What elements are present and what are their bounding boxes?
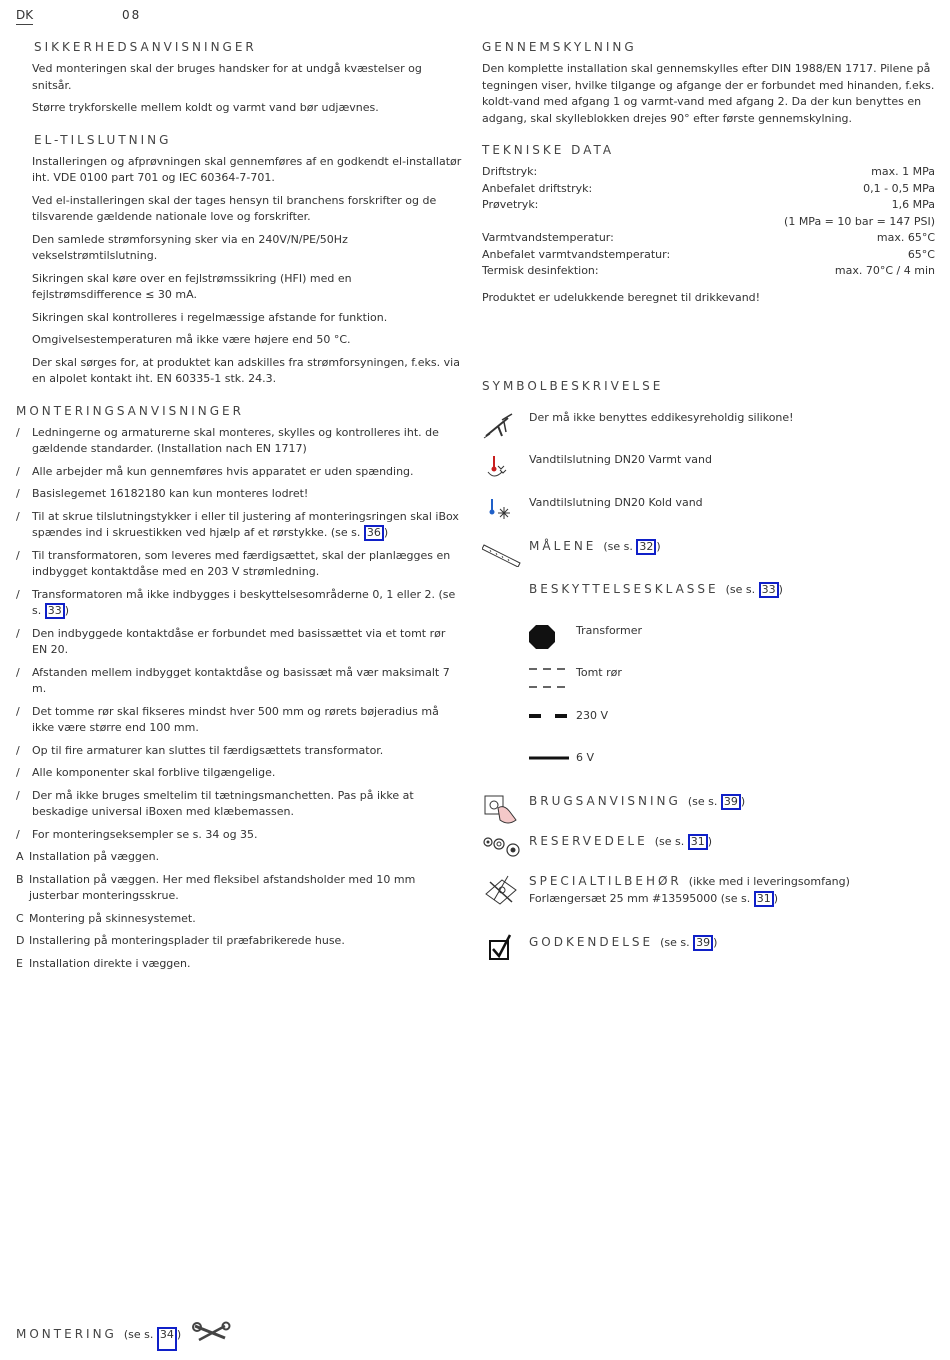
technical-label: Termisk desinfektion: <box>482 264 599 277</box>
special-accessory-text <box>529 872 850 907</box>
slash-marker: / <box>16 743 20 757</box>
variant-text: Installering på monteringsplader til præfabrikerede huse. <box>29 934 345 947</box>
mounting-item-text: Afstanden mellem indbygget kontaktdåse og basissæt må vær maksimalt 7 m. <box>32 665 450 695</box>
mounting-item <box>16 743 462 760</box>
6v-text: 6 V <box>576 751 595 764</box>
protection-label: BESKYTTELSESKLASSE <box>529 582 719 596</box>
slash-marker: / <box>16 509 20 523</box>
close-paren: ) <box>740 795 746 808</box>
mounting-item-text: Alle arbejder må kun gennemføres hvis apparatet er uden spænding. <box>32 464 414 478</box>
wrench-icon <box>191 1320 231 1350</box>
safety-section <box>16 61 462 117</box>
mounting-variant-item <box>16 911 462 928</box>
mounting-item-text: Transformatoren må ikke indbygges i beskyttelsesområderne 0, 1 eller 2. (se s. <box>32 587 456 617</box>
technical-label: Prøvetryk: <box>482 198 539 211</box>
safety-item: Større trykforskelle mellem koldt og varmt vand bør udjævnes. <box>32 101 379 114</box>
usage-text <box>529 792 745 811</box>
footer-see: (se s. <box>123 1327 157 1341</box>
technical-value: 65°C <box>907 247 935 261</box>
solid-line-icon <box>529 750 573 776</box>
approval-see: (se s. <box>660 936 694 949</box>
special-accessory-note: (ikke med i leveringsomfang) <box>688 875 850 888</box>
slash-marker: / <box>16 704 20 718</box>
protection-see: (se s. <box>725 583 759 596</box>
mounting-item-text: Ledningerne og armaturerne skal monteres, skylles og kontrolleres iht. de gældende standarder. (Installation nach EN 1717) <box>32 425 439 455</box>
hot-water-icon <box>482 452 522 482</box>
approval-text <box>529 933 717 952</box>
mounting-variants-list <box>16 849 462 972</box>
mounting-item-text: For monteringseksempler se s. 34 og 35. <box>32 827 258 841</box>
slash-marker: / <box>16 464 20 478</box>
mounting-item <box>16 626 462 659</box>
mounting-variant-item <box>16 933 462 950</box>
spare-parts-label: RESERVEDELE <box>529 834 648 848</box>
variant-text: Installation direkte i væggen. <box>29 956 191 970</box>
electrical-item: Den samlede strømforsyning sker via en 240V/N/PE/50Hz vekselstrømtilslutning. <box>32 232 348 262</box>
hand-press-icon <box>482 792 522 822</box>
mounting-variant-item <box>16 872 462 905</box>
technical-value: max. 70°C / 4 min <box>834 264 935 277</box>
close-paren: ) <box>707 835 712 848</box>
technical-value: max. 65°C <box>876 231 935 244</box>
page-ref-link[interactable]: 32 <box>636 539 656 555</box>
slash-marker: / <box>16 766 20 779</box>
slash-marker: / <box>16 548 20 562</box>
mounting-item <box>16 548 462 581</box>
dimensions-label: MÅLENE <box>529 539 597 553</box>
cold-water-icon <box>482 495 522 525</box>
electrical-item: Der skal sørges for, at produktet kan adskilles fra strømforsyningen, f.eks. via en alpolet kontakt iht. EN 60335-1 stk. 24.3. <box>32 355 460 385</box>
special-accessory-label: SPECIALTILBEHØR <box>529 874 682 888</box>
mounting-item-text: Det tomme rør skal fikseres mindst hver 500 mm og rørets bøjeradius må ikke være større end 100 mm. <box>32 704 439 734</box>
electrical-item: Omgivelsestemperaturen må ikke være højere end 50 °C. <box>32 333 351 346</box>
slash-marker: / <box>16 827 20 841</box>
230v-text: 230 V <box>576 709 609 722</box>
variant-letter: E <box>16 956 23 970</box>
mounting-item <box>16 425 462 458</box>
usage-label: BRUGSANVISNING <box>529 794 681 808</box>
technical-value: (1 MPa = 10 bar = 147 PSI) <box>784 214 935 228</box>
flushing-title: GENNEMSKYLNING <box>482 40 637 54</box>
dimensions-see: (se s. <box>603 540 637 553</box>
slash-marker: / <box>16 626 20 640</box>
dashed-line-icon <box>529 708 573 734</box>
page-ref-link[interactable]: 36 <box>364 525 384 541</box>
variant-letter: C <box>16 911 24 925</box>
language-code: DK <box>16 6 33 25</box>
variant-letter: B <box>16 872 24 886</box>
checkbox-icon <box>482 933 522 963</box>
technical-value: 0,1 - 0,5 MPa <box>863 181 935 195</box>
extension-set-text: Forlængersæt 25 mm #13595000 (se s. <box>529 891 754 905</box>
variant-letter: A <box>16 850 24 863</box>
approval-label: GODKENDELSE <box>529 935 654 949</box>
mounting-item-text: Der må ikke bruges smeltelim til tætningsmanchetten. Pas på ikke at beskadige universal iBoxen med klæbemassen. <box>32 788 414 818</box>
mounting-item-text: Op til fire armaturer kan sluttes til færdigsættets transformator. <box>32 743 384 757</box>
variant-text: Montering på skinnesystemet. <box>29 911 196 925</box>
footer-mounting <box>16 1320 231 1351</box>
technical-label: Anbefalet driftstryk: <box>482 181 593 195</box>
ruler-icon <box>482 537 522 567</box>
electrical-item: Installeringen og afprøvningen skal gennemføres af en godkendt el-installatør iht. VDE 0100 part 701 og IEC 60364-7-701. <box>32 154 462 184</box>
close-paren: ) <box>176 1327 182 1341</box>
mounting-title: MONTERINGSANVISNINGER <box>16 403 244 418</box>
electrical-item: Sikringen skal køre over en fejlstrømssikring (HFI) med en fejlstrømsdifference ≤ 30 mA. <box>32 271 352 301</box>
protection-text <box>529 580 783 599</box>
mounting-variant-item <box>16 956 462 973</box>
technical-label: Driftstryk: <box>482 165 538 178</box>
technical-title: TEKNISKE DATA <box>482 143 615 157</box>
variant-letter: D <box>16 934 25 947</box>
slash-marker: / <box>16 487 20 500</box>
mounting-item <box>16 509 462 542</box>
close-paren: ) <box>656 540 661 553</box>
mounting-item <box>16 704 462 737</box>
variant-text: Installation på væggen. <box>29 850 160 863</box>
silicone-gun-icon <box>482 410 522 440</box>
mounting-item <box>16 665 462 698</box>
page-ref-link[interactable]: 31 <box>688 834 708 850</box>
slash-marker: / <box>16 425 20 439</box>
safety-title: SIKKERHEDSANVISNINGER <box>34 40 257 54</box>
mounting-item <box>16 788 462 821</box>
technical-value: max. 1 MPa <box>871 165 935 178</box>
electrical-section <box>16 154 462 388</box>
empty-pipe-icon <box>529 665 573 691</box>
electrical-title: EL-TILSLUTNING <box>34 132 172 147</box>
technical-label: Anbefalet varmtvandstemperatur: <box>482 247 671 261</box>
close-paren: ) <box>383 526 389 539</box>
spare-parts-icon <box>482 832 522 862</box>
symbols-title: SYMBOLBESKRIVELSE <box>482 379 664 393</box>
page-ref-link[interactable]: 33 <box>45 603 65 619</box>
empty-pipe-text: Tomt rør <box>576 666 622 679</box>
usage-see: (se s. <box>687 795 721 808</box>
cold-water-text: Vandtilslutning DN20 Kold vand <box>529 496 703 509</box>
spare-parts-see: (se s. <box>654 835 688 848</box>
technical-label: Varmtvandstemperatur: <box>482 231 614 244</box>
mounting-item-text: Den indbyggede kontaktdåse er forbundet med basissættet via et tomt rør EN 20. <box>32 626 446 656</box>
page-ref-link[interactable]: 39 <box>721 794 741 810</box>
mounting-item <box>16 765 462 782</box>
transformer-text: Transformer <box>576 624 643 637</box>
slash-marker: / <box>16 788 20 802</box>
page-ref-link[interactable]: 34 <box>157 1327 177 1351</box>
mounting-item-text: Alle komponenter skal forblive tilgængelige. <box>32 766 276 779</box>
close-paren: ) <box>713 936 718 949</box>
page-ref-link[interactable]: 31 <box>754 891 774 907</box>
mounting-item-text: Til transformatoren, som leveres med færdigsættet, skal der planlægges en indbygget kontaktdåse med en 203 V strømledning. <box>32 548 451 578</box>
electrical-item: Sikringen skal kontrolleres i regelmæssige afstande for funktion. <box>32 310 388 324</box>
special-accessory-icon <box>482 872 522 908</box>
slash-marker: / <box>16 665 20 679</box>
safety-item: Ved monteringen skal der bruges handsker for at undgå kvæstelser og snitsår. <box>32 62 422 92</box>
mounting-item-text: Til at skrue tilslutningstykker i eller til justering af monteringsringen skal iBox spændes ind i skruestikken ved hjælp af et rørstykke. (se s. <box>32 509 459 539</box>
mounting-item <box>16 486 462 503</box>
mounting-item <box>16 587 462 620</box>
flushing-text: Den komplette installation skal gennemskylles efter DIN 1988/EN 1717. Pilene på tegningen viser, hvilke tilgange og afgange der er forbundet med hinanden, f.eks. koldt-vand med afgang 1 og varmt-vand med afgang 2. Da der kun benyttes en adgang, skal skylleblokken drejes 90° efter første gennemskylning. <box>482 62 935 125</box>
mounting-item <box>16 464 462 481</box>
dimensions-text <box>529 537 661 556</box>
spare-parts-text <box>529 832 712 851</box>
mounting-item-text: Basislegemet 16182180 kan kun monteres lodret! <box>32 487 309 500</box>
page-ref-link[interactable]: 39 <box>693 935 713 951</box>
page-ref-link[interactable]: 33 <box>759 582 779 598</box>
close-paren: ) <box>778 583 783 596</box>
transformer-icon <box>529 623 573 649</box>
electrical-item: Ved el-installeringen skal der tages hensyn til branchens forskrifter og de tilsvarende gældende nationale love og forskrifter. <box>32 193 437 223</box>
symbols-section <box>482 0 935 1360</box>
technical-value: 1,6 MPa <box>891 198 935 211</box>
left-column <box>16 38 462 978</box>
mounting-item <box>16 827 462 844</box>
drinking-water-note: Produktet er udelukkende beregnet til drikkevand! <box>482 290 761 304</box>
mounting-list <box>16 425 462 844</box>
silicone-text: Der må ikke benyttes eddikesyreholdig silikone! <box>529 411 794 424</box>
variant-text: Installation på væggen. Her med fleksibel afstandsholder med 10 mm justerbar monteringsskrue. <box>29 872 416 902</box>
slash-marker: / <box>16 587 20 601</box>
mounting-variant-item <box>16 849 462 866</box>
footer-label: MONTERING <box>16 1326 117 1341</box>
close-paren: ) <box>64 604 70 617</box>
page-number: 08 <box>122 8 142 22</box>
hot-water-text: Vandtilslutning DN20 Varmt vand <box>529 453 713 466</box>
close-paren: ) <box>773 891 779 905</box>
